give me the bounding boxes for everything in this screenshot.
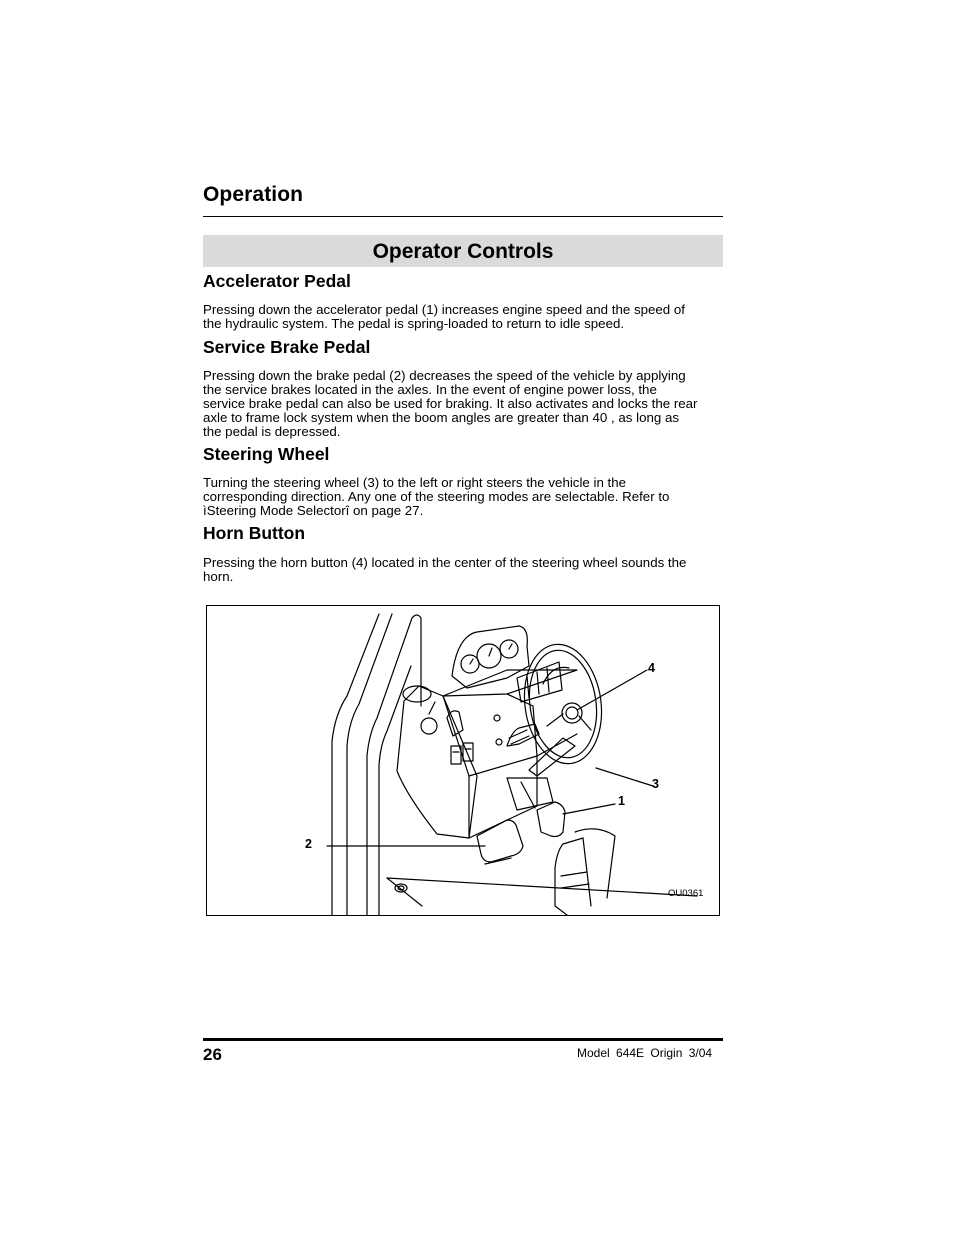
figure-id: OU0361 [668,888,704,899]
chapter-title: Operation [203,183,304,206]
steering-wheel-text [203,476,723,518]
callout-1: 1 [618,794,625,808]
service-brake-pedal-heading: Service Brake Pedal [203,337,371,357]
text-line: Turning the steering wheel (3) to the left or right steers the vehicle in the [203,475,627,490]
callout-3: 3 [652,777,659,791]
accelerator-pedal-heading: Accelerator Pedal [203,271,351,291]
service-brake-pedal-text [203,369,723,439]
chapter-divider [203,216,723,217]
cab-controls-illustration [207,606,719,915]
footer-divider [203,1038,723,1041]
text-line: Pressing the horn button (4) located in the center of the steering wheel sounds the [203,555,687,570]
callout-4: 4 [648,661,655,675]
horn-button-heading: Horn Button [203,523,306,543]
section-banner [203,235,723,267]
steering-wheel-heading: Steering Wheel [203,444,330,464]
page-number: 26 [203,1045,222,1064]
footer-model-info: Model 644E Origin 3/04 [577,1046,713,1060]
callout-2: 2 [305,837,312,851]
section-title: Operator Controls [372,240,554,263]
text-line: horn. [203,569,234,584]
text-line: axle to frame lock system when the boom angles are greater than 40 , as long as [203,410,679,425]
text-line: corresponding direction. Any one of the steering modes are selectable. Refer to [203,489,670,504]
horn-button-text [203,556,723,584]
text-line: service brake pedal can also be used for braking. It also activates and locks the rear [203,396,698,411]
accelerator-pedal-text [203,303,723,331]
text-line: the pedal is depressed. [203,424,341,439]
text-line: the service brakes located in the axles. In the event of engine power loss, the [203,382,657,397]
text-line: Pressing down the accelerator pedal (1) increases engine speed and the speed of [203,302,685,317]
text-line: Pressing down the brake pedal (2) decreases the speed of the vehicle by applying [203,368,686,383]
operator-controls-figure [206,605,720,916]
text-line: ìSteering Mode Selectorî on page 27. [203,503,424,518]
text-line: the hydraulic system. The pedal is spring-loaded to return to idle speed. [203,316,625,331]
